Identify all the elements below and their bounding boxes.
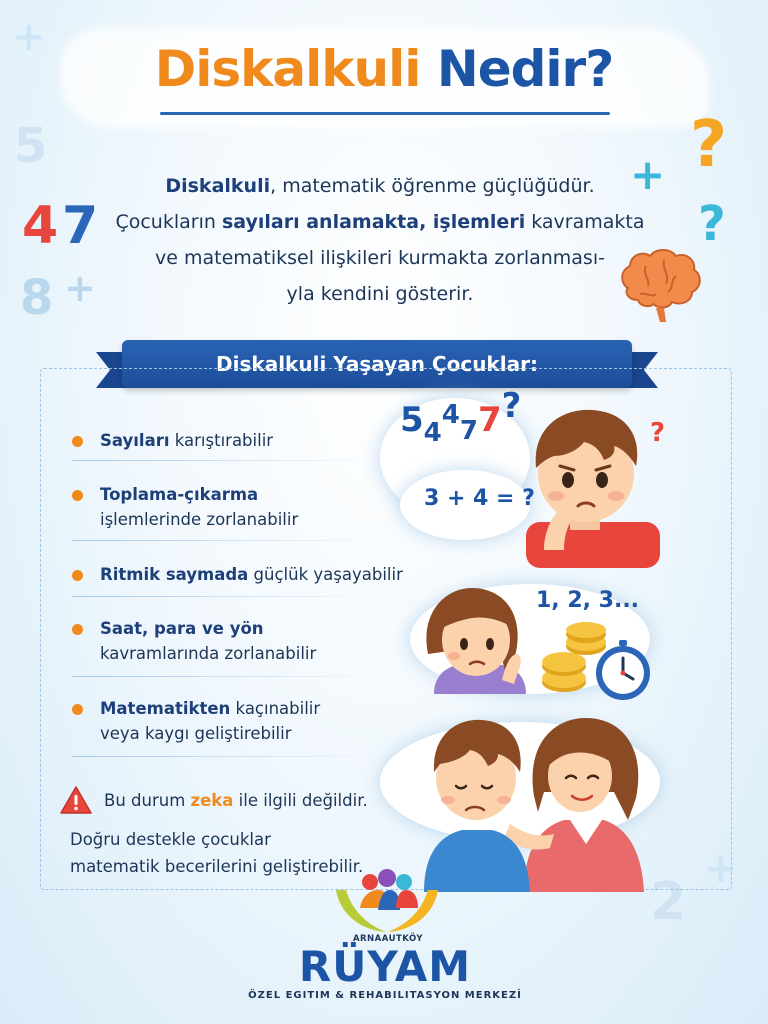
divider [72, 540, 382, 541]
clock-icon [592, 640, 654, 702]
bullet-icon [72, 490, 83, 501]
warning-icon [60, 786, 92, 814]
divider [72, 756, 382, 757]
list-item: Ritmik saymada güçlük yaşayabilir [72, 562, 403, 587]
bullet-icon [72, 570, 83, 581]
logo-name: RÜYAM [298, 942, 472, 991]
warning-note: Bu durum zeka ile ilgili değildir. [60, 786, 368, 816]
mother-and-child-illustration [420, 716, 650, 892]
page-title: Diskalkuli Nedir? [154, 40, 614, 98]
scrambled-numbers: $5_4^4_77$? [400, 386, 522, 448]
section-ribbon: Diskalkuli Yaşayan Çocuklar: [122, 340, 632, 388]
logo-icon [334, 868, 440, 934]
girl-illustration [424, 584, 544, 694]
title-underline [160, 112, 610, 115]
question-decor: ? [690, 108, 728, 182]
list-item: Sayıları karıştırabilir [72, 428, 273, 453]
plus-decor: + [12, 14, 46, 60]
divider [72, 676, 382, 677]
plus-decor: + [704, 846, 738, 892]
confused-boy-illustration [520, 404, 660, 568]
list-item: Toplama-çıkarma işlemlerinde zorlanabilir [72, 482, 298, 532]
divider [72, 596, 382, 597]
list-item: Matematikten kaçınabilir veya kaygı geliştirebilir [72, 696, 320, 746]
logo-subtitle: ÖZEL EGITIM & REHABILITASYON MERKEZİ [248, 990, 522, 1001]
number-decor: 8 [20, 270, 54, 326]
intro-text: Diskalkuli, matematik öğrenme güçlüğüdür. Çocukların sayıları anlamakta, işlemleri kavramakta ve matematiksel ilişkileri kurmakta zorlanması- yla kendini gösterir. [115, 175, 645, 305]
plus-decor: + [64, 266, 96, 310]
bullet-icon [72, 624, 83, 635]
question-mark: ? [650, 418, 666, 448]
bullet-icon [72, 436, 83, 447]
bullet-icon [72, 704, 83, 715]
number-decor: 5 [14, 118, 48, 174]
question-decor: ? [698, 196, 726, 252]
number-decor: 2 [650, 872, 687, 932]
plus-decor: + [630, 150, 666, 199]
number-decor: 7 [62, 196, 99, 256]
divider [72, 460, 382, 461]
equation-text: 3 + 4 = ? [424, 486, 535, 511]
list-item: Saat, para ve yön kavramlarında zorlanabilir [72, 616, 316, 666]
counting-text: 1, 2, 3... [536, 588, 640, 613]
support-text: Doğru destekle çocuklar matematik becerilerini geliştirebilir. [70, 830, 364, 876]
number-decor: 4 [22, 196, 59, 256]
logo-top-text: ARNAAUTKÖY [352, 934, 424, 944]
